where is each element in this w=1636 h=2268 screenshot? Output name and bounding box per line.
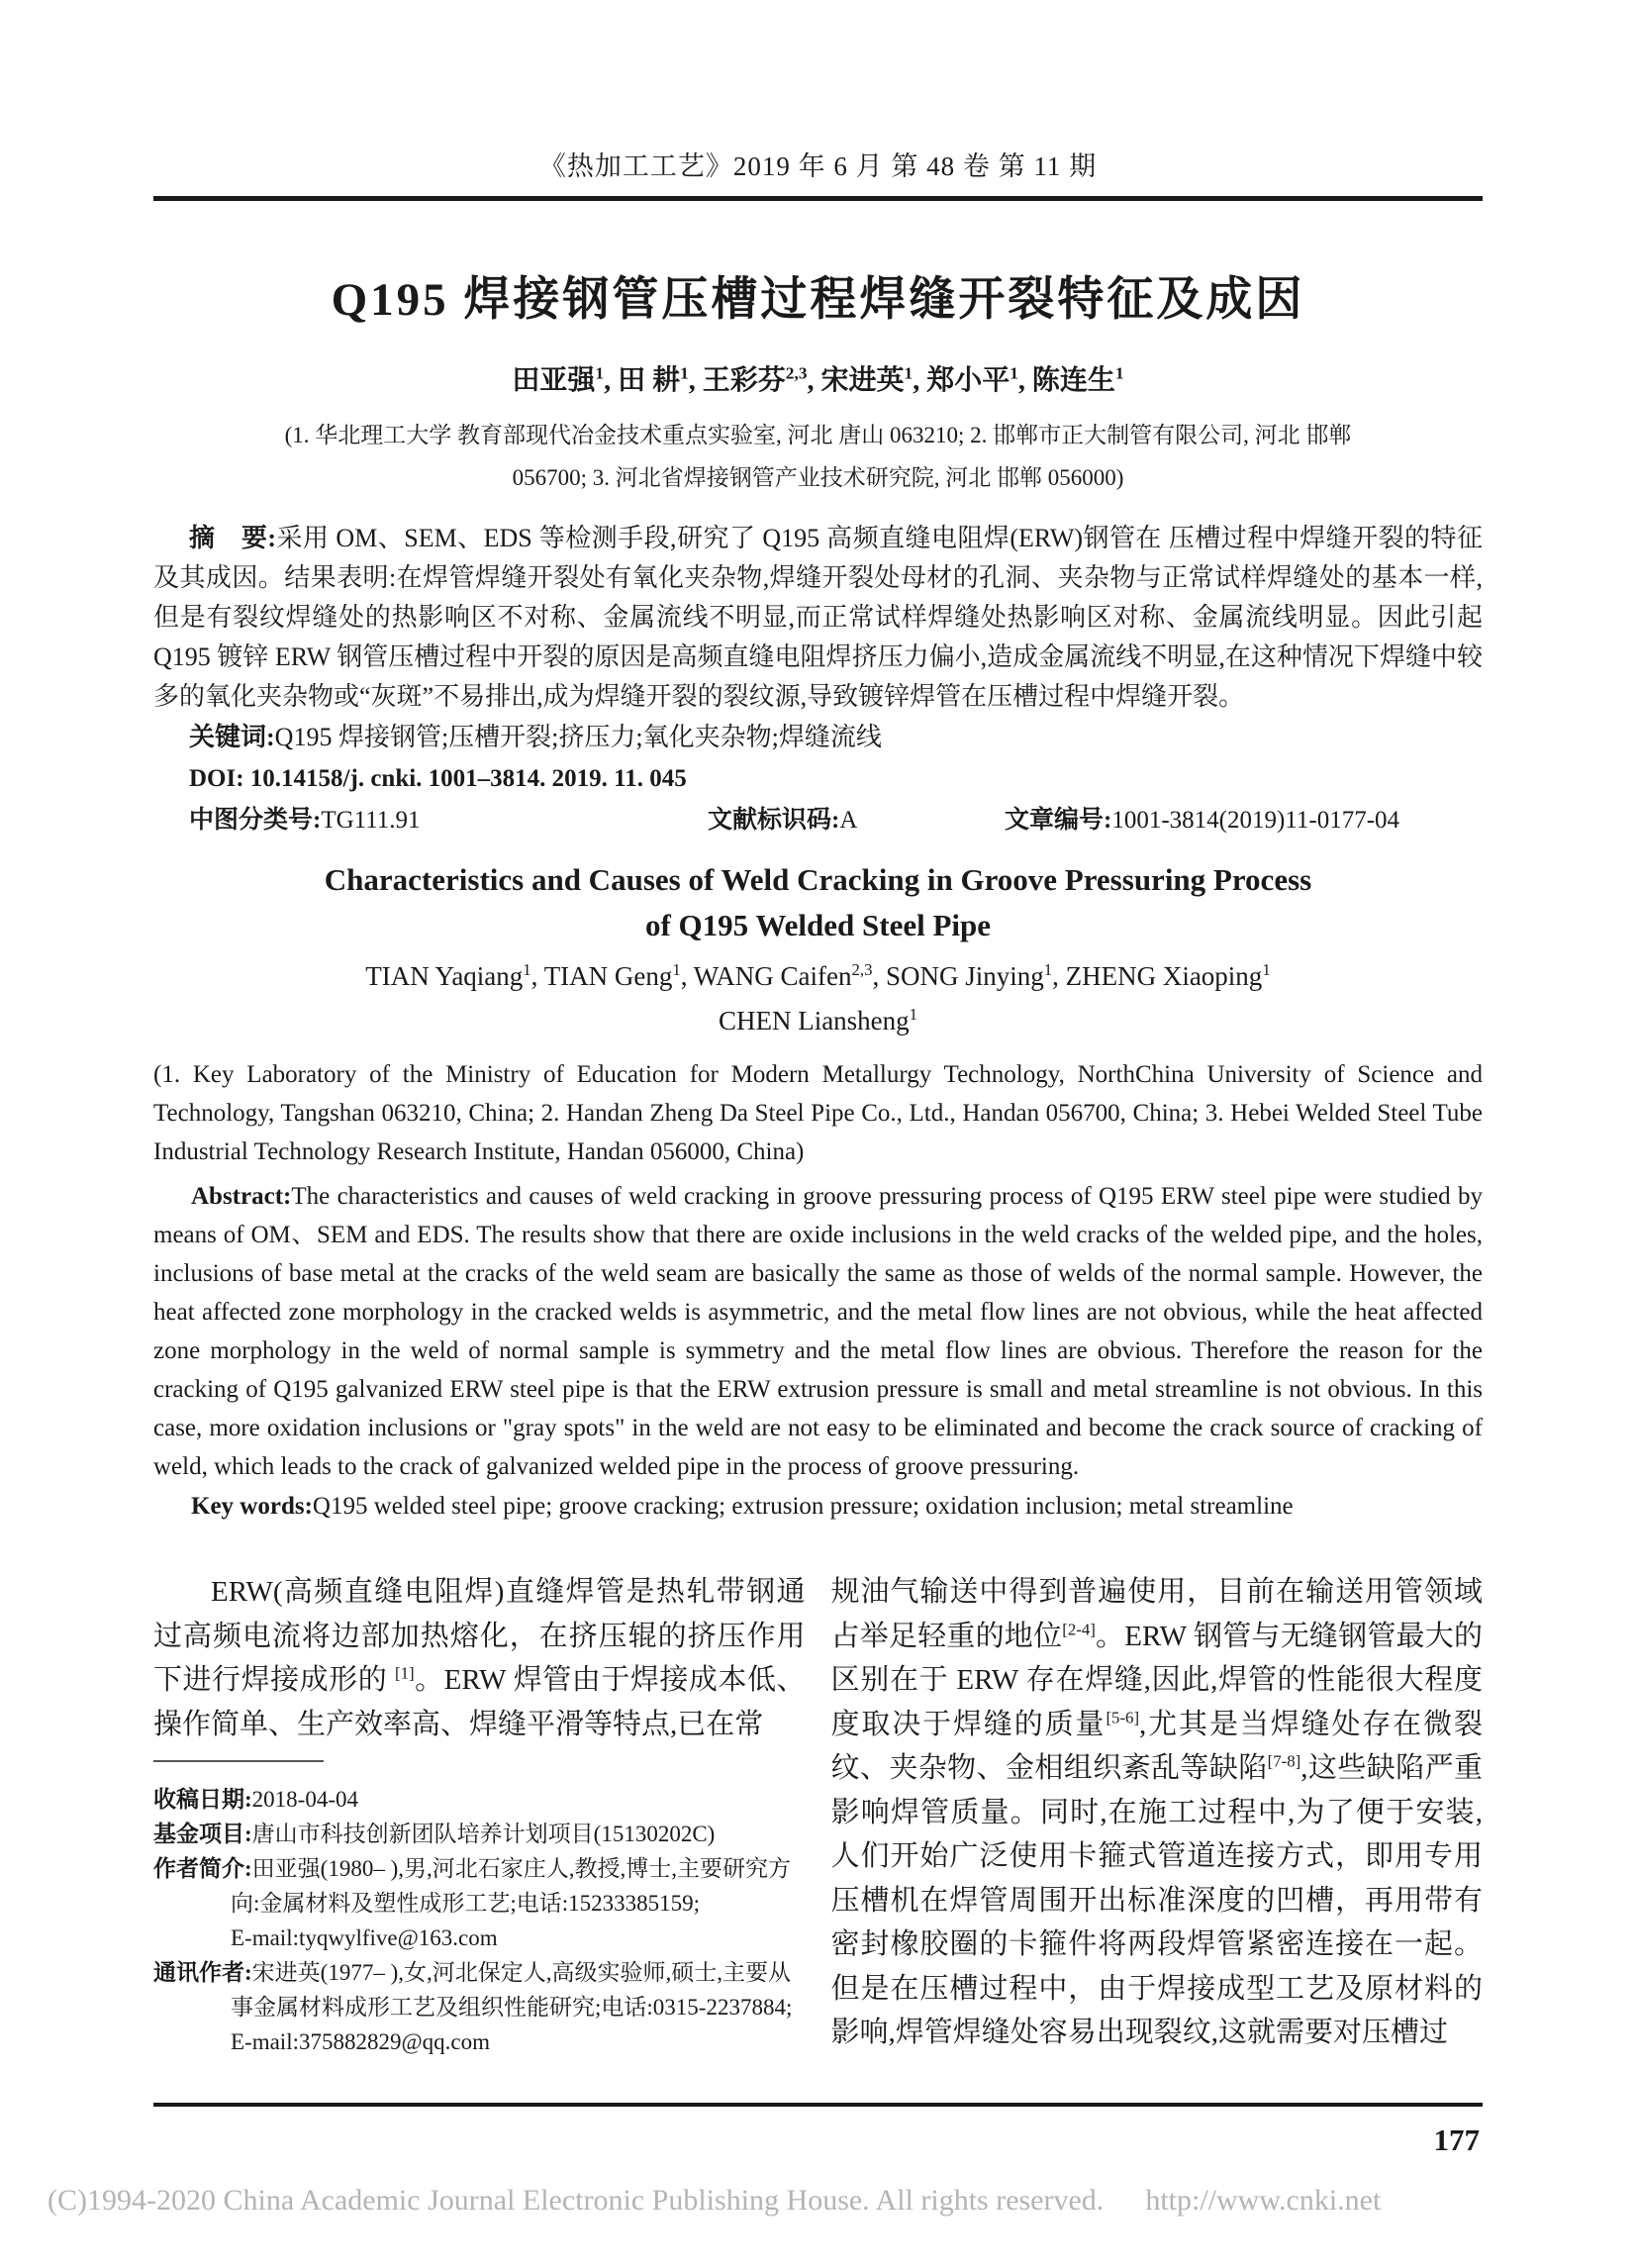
body-text: 规油气输送中得到普遍使用，目前在输送用管领域占举足轻重的地位	[830, 1576, 1483, 1652]
reference-superscript: [2-4]	[1062, 1619, 1096, 1638]
abstract-cn-text: 采用 OM、SEM、EDS 等检测手段,研究了 Q195 高频直缝电阻焊(ERW)钢管在 压槽过程中焊缝开裂的特征及其成因。结果表明:在焊管焊缝开裂处有氧化夹杂物,焊缝开裂处母材的孔洞、夹杂物与正常试样焊缝处的基本一样,但是有裂纹焊缝处的热影响区不对称、金属流线不明显,而正常试样焊缝处热影响区对称、金属流线明显。因此引起 Q195 镀锌 ERW 钢管压槽过程中开裂的原因是高频直缝电阻焊挤压力偏小,造成金属流线不明显,在这种情况下焊缝中较多的氧化夹杂物或“灰斑”不易排出,成为焊缝开裂的裂纹源,导致镀锌焊管在压槽过程中焊缝开裂。	[153, 524, 1483, 711]
author-separator: ,	[604, 365, 619, 396]
footnote-separator	[153, 1760, 324, 1762]
footnote-block	[153, 1782, 806, 2059]
author-separator: ,	[1052, 961, 1066, 991]
footnote-corr-value: 宋进英(1977– ),女,河北保定人,高级实验师,硕士,主要从事金属材料成形工艺及组织性能研究;电话:0315-2237884;	[231, 1960, 793, 2020]
authors-cn	[0, 358, 1636, 398]
author-name: 王彩芬	[702, 365, 786, 396]
footer-divider	[153, 2103, 1483, 2107]
affiliation-cn	[0, 414, 1636, 499]
footnote-bio-value: 田亚强(1980– ),男,河北石家庄人,教授,博士,主要研究方向:金属材料及塑性成形工艺;电话:15233385159;	[231, 1856, 791, 1916]
reference-superscript: [5-6]	[1106, 1707, 1140, 1726]
affiliation-cn-line1: (1. 华北理工大学 教育部现代冶金技术重点实验室, 河北 唐山 063210; 2. 邯郸市正大制管有限公司, 河北 邯郸	[284, 423, 1352, 447]
author-superscript: 1	[523, 960, 531, 979]
authors-en-line1	[0, 954, 1636, 999]
author-name: TIAN Geng	[543, 961, 673, 991]
paper-title-en	[0, 857, 1636, 948]
abstract-en-text: The characteristics and causes of weld cracking in groove pressuring process of Q195 ERW steel pipe were studied by means of OM、SEM and EDS. The results show that there are oxide inclusions in the weld cracks of the welded pipe, and the holes, inclusions of base metal at the cracks of the weld seam are basically the same as those of welds of the normal sample. However, the heat affected zone morphology in the cracked welds is asymmetric, and the metal flow lines are not obvious, while the heat affected zone morphology in the weld of normal sample is symmetry and the metal flow lines are obvious. Therefore the reason for the cracking of Q195 galvanized ERW steel pipe is that the ERW extrusion pressure is small and metal streamline is not obvious. In this case, more oxidation inclusions or "gray spots" in the weld are not easy to be eliminated and become the crack source of cracking of weld, which leads to the crack of galvanized welded pipe in the process of groove pressuring.	[153, 1183, 1483, 1480]
footnote-fund	[153, 1817, 806, 1851]
abstract-cn-label: 摘 要:	[189, 524, 277, 552]
author-name: 田 耕	[618, 365, 681, 396]
author-name: 郑小平	[926, 365, 1010, 396]
authors-en	[0, 954, 1636, 1043]
footnote-author-bio	[153, 1851, 806, 1955]
authors-en-line2	[0, 999, 1636, 1043]
classification-row	[153, 800, 1483, 841]
affiliation-en: (1. Key Laboratory of the Ministry of Education for Modern Metallurgy Technology, NorthChina University of Science and Technology, Tangshan 063210, China; 2. Handan Zheng Da Steel Pipe Co., Ltd., Handan 056700, China; 3. Hebei Welded Steel Tube Industrial Technology Research Institute, Handan 056000, China)	[153, 1061, 1483, 1165]
body-paragraph-right	[831, 1570, 1484, 2055]
keywords-en-text: Q195 welded steel pipe; groove cracking; extrusion pressure; oxidation inclusion; metal streamline	[312, 1493, 1294, 1520]
footnote-received-value: 2018-04-04	[251, 1787, 358, 1812]
author-superscript: 1	[595, 363, 605, 383]
footer-watermark	[48, 2184, 1381, 2218]
reference-superscript: [7-8]	[1267, 1751, 1301, 1771]
body-text: ,尤其是当焊缝处存在微裂纹、夹杂物、金相组织紊乱等缺陷	[830, 1708, 1483, 1784]
author-superscript: 1	[680, 363, 689, 383]
footnote-received	[153, 1782, 806, 1817]
author-superscript: 1	[1010, 363, 1018, 383]
author-name: 田亚强	[512, 365, 596, 396]
document-code	[708, 800, 1005, 841]
author-name: ZHENG Xiaoping	[1065, 961, 1263, 991]
body-text: ,这些缺陷严重影响焊管质量。同时,在施工过程中,为了便于安装,人们开始广泛使用卡箍式管道连接方式，即用专用压槽机在焊管周围开出标准深度的凹槽，再用带有密封橡胶圈的卡箍件将两段焊管紧密连接在一起。但是在压槽过程中，由于焊接成型工艺及原材料的影响,焊管焊缝处容易出现裂纹,这就需要对压槽过	[830, 1752, 1483, 2048]
author-superscript: 1	[1262, 960, 1271, 979]
body-column-left	[153, 1570, 806, 2059]
affiliation-cn-line2: 056700; 3. 河北省焊接钢管产业技术研究院, 河北 邯郸 056000)	[512, 465, 1124, 490]
document-code-label: 文献标识码:	[708, 807, 840, 834]
author-superscript: 1	[904, 363, 914, 383]
body-text: ERW(高频直缝电阻焊)直缝焊管是热轧带钢通过高频电流将边部加热熔化，在挤压辊的挤压作用下进行焊接成形的	[153, 1576, 806, 1696]
author-name: 陈连生	[1031, 365, 1115, 396]
clc-value: TG111.91	[321, 807, 421, 834]
footnote-bio-email: E-mail:tyqwylfive@163.com	[231, 1925, 498, 1950]
clc-number	[153, 800, 708, 841]
paper-title-en-line1: Characteristics and Causes of Weld Cracking in Groove Pressuring Process	[324, 862, 1312, 897]
article-id-value: 1001-3814(2019)11-0177-04	[1111, 807, 1400, 834]
journal-header: 《热加工工艺》2019 年 6 月 第 48 卷 第 11 期	[538, 151, 1098, 181]
keywords-cn	[153, 717, 1483, 758]
author-superscript: 1	[1114, 363, 1124, 383]
document-code-value: A	[839, 807, 858, 834]
paper-title-cn: Q195 焊接钢管压槽过程焊缝开裂特征及成因	[331, 274, 1305, 326]
footnote-fund-label: 基金项目:	[153, 1822, 252, 1846]
author-separator: ,	[1017, 365, 1032, 396]
author-separator: ,	[913, 365, 927, 396]
author-name: SONG Jinying	[885, 961, 1044, 991]
footnote-corresponding-author	[153, 1955, 806, 2059]
reference-superscript: [1]	[395, 1663, 415, 1683]
footer-copyright-text: (C)1994-2020 China Academic Journal Electronic Publishing House. All rights reserved.	[48, 2184, 1105, 2217]
footnote-fund-value: 唐山市科技创新团队培养计划项目(15130202C)	[251, 1822, 716, 1846]
footnote-received-label: 收稿日期:	[153, 1787, 252, 1812]
author-separator: ,	[680, 961, 694, 991]
footnote-corr-email: E-mail:375882829@qq.com	[231, 2029, 491, 2054]
author-name: 宋进英	[820, 365, 905, 396]
body-columns	[153, 1570, 1483, 2059]
abstract-en	[153, 1177, 1483, 1486]
keywords-cn-label: 关键词:	[189, 723, 275, 751]
clc-label: 中图分类号:	[189, 807, 322, 834]
author-superscript: 1	[909, 1005, 918, 1024]
author-superscript: 1	[1043, 960, 1053, 979]
keywords-cn-text: Q195 焊接钢管;压槽开裂;挤压力;氧化夹杂物;焊缝流线	[274, 723, 882, 751]
abstract-en-label: Abstract:	[191, 1183, 292, 1210]
footnote-corr-label: 通讯作者:	[153, 1960, 252, 1985]
footnote-bio-label: 作者简介:	[153, 1856, 252, 1881]
author-name: WANG Caifen	[693, 961, 852, 991]
author-separator: ,	[530, 961, 544, 991]
keywords-en	[153, 1486, 1483, 1527]
article-id-label: 文章编号:	[1005, 807, 1112, 834]
author-separator: ,	[807, 365, 821, 396]
footer-url: http://www.cnki.net	[1145, 2184, 1382, 2217]
author-separator: ,	[688, 365, 703, 396]
body-paragraph-left	[153, 1570, 806, 1746]
author-superscript: 2,3	[785, 363, 808, 383]
paper-title-en-line2: of Q195 Welded Steel Pipe	[644, 908, 992, 942]
body-text: 。ERW 焊管由于焊接成本低、操作简单、生产效率高、焊缝平滑等特点,已在常	[153, 1664, 806, 1740]
author-name: CHEN Liansheng	[718, 1006, 910, 1035]
author-name: TIAN Yaqiang	[365, 961, 524, 991]
body-text: 。ERW 钢管与无缝钢管最大的区别在于 ERW 存在焊缝,因此,焊管的性能很大程度度取决于焊缝的质量	[830, 1620, 1483, 1740]
body-column-right	[831, 1570, 1484, 2059]
abstract-cn	[153, 519, 1483, 717]
author-superscript: 2,3	[851, 960, 873, 979]
page-number: 177	[1433, 2122, 1480, 2157]
doi-line: DOI: 10.14158/j. cnki. 1001–3814. 2019. 11. 045	[189, 765, 687, 792]
article-id	[1005, 800, 1483, 841]
author-separator: ,	[872, 961, 886, 991]
header-divider	[153, 196, 1483, 201]
keywords-en-label: Key words:	[191, 1493, 313, 1520]
author-superscript: 1	[672, 960, 681, 979]
